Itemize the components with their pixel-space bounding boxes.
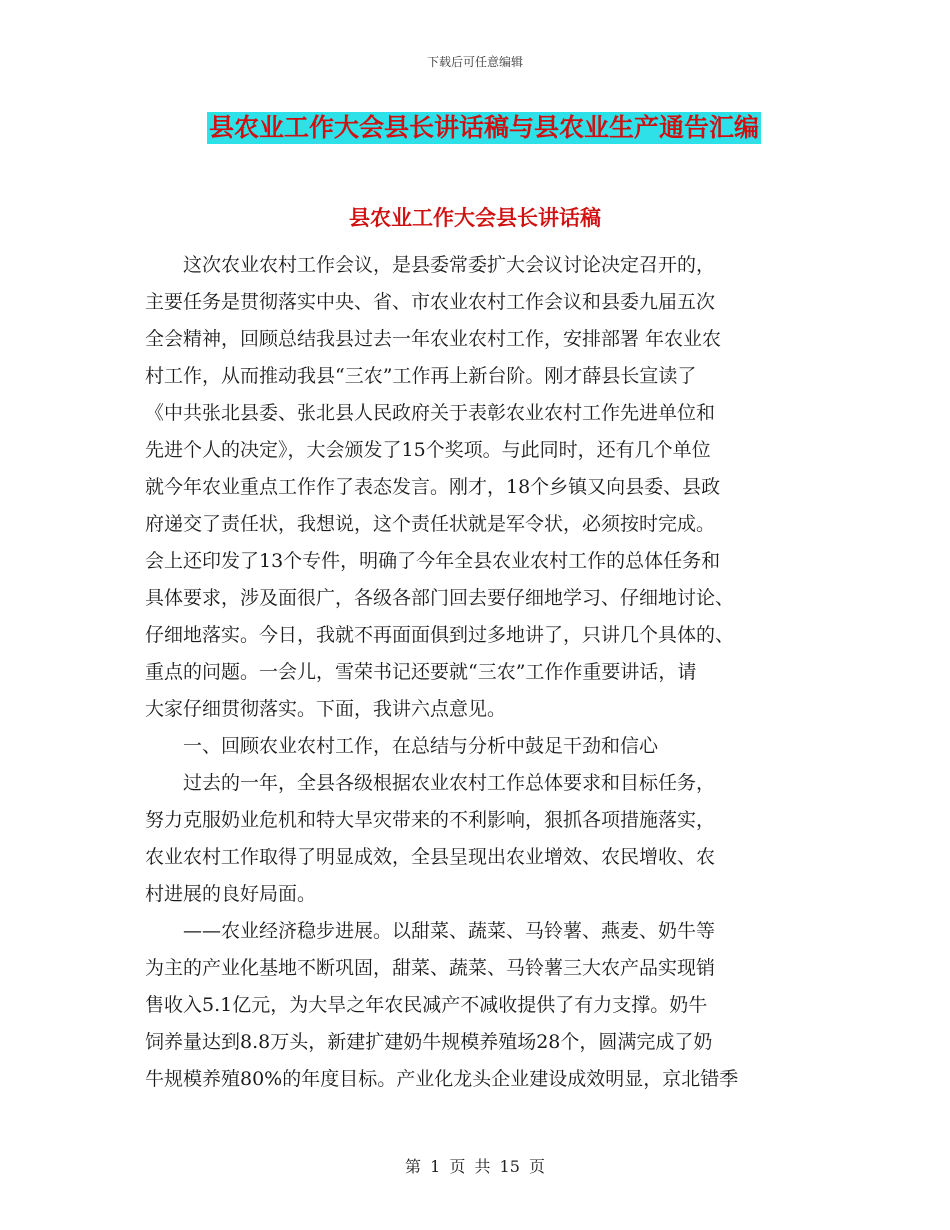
body-line: 主要任务是贯彻落实中央、省、市农业农村工作会议和县委九届五次 <box>145 291 716 313</box>
body-line: 为主的产业化基地不断巩固，甜菜、蔬菜、马铃薯三大农产品实现销 <box>145 957 716 979</box>
body-line: 村进展的良好局面。 <box>145 883 317 905</box>
body-text <box>145 218 805 1098</box>
body-line: 就今年农业重点工作作了表态发言。刚才，18个乡镇又向县委、县政 <box>145 476 721 498</box>
body-line: 村工作，从而推动我县“三农”工作再上新台阶。刚才薛县长宣读了 <box>145 365 697 387</box>
section-heading: 一、回顾农业农村工作，在总结与分析中鼓足干劲和信心 <box>145 735 659 757</box>
body-line: 府递交了责任状，我想说，这个责任状就是军令状，必须按时完成。 <box>145 513 716 535</box>
body-line: 饲养量达到8.8万头，新建扩建奶牛规模养殖场28个，圆满完成了奶 <box>145 1031 713 1053</box>
body-line: 大家仔细贯彻落实。下面，我讲六点意见。 <box>145 698 507 720</box>
document-title: 县农业工作大会县长讲话稿与县农业生产通告汇编 <box>209 113 760 142</box>
body-line: 农业农村工作取得了明显成效，全县呈现出农业增效、农民增收、农 <box>145 846 716 868</box>
body-line: 售收入5.1亿元，为大旱之年农民减产不减收提供了有力支撑。奶牛 <box>145 994 708 1016</box>
body-line: 全会精神，回顾总结我县过去一年农业农村工作，安排部署 年农业农 <box>145 328 722 350</box>
header-note: 下载后可任意编辑 <box>426 55 523 69</box>
page-number-footer: 第 1 页 共 15 页 <box>405 1157 545 1176</box>
body-line: 这次农业农村工作会议，是县委常委扩大会议讨论决定召开的， <box>145 254 716 276</box>
body-line: 努力克服奶业危机和特大旱灾带来的不利影响，狠抓各项措施落实， <box>145 809 716 831</box>
body-line: ——农业经济稳步进展。以甜菜、蔬菜、马铃薯、燕麦、奶牛等 <box>145 920 716 942</box>
body-line: 具体要求，涉及面很广，各级各部门回去要仔细地学习、仔细地讨论、 <box>145 587 735 609</box>
section-title: 县农业工作大会县长讲话稿 <box>349 205 601 230</box>
body-line: 仔细地落实。今日，我就不再面面俱到过多地讲了，只讲几个具体的、 <box>145 624 735 646</box>
body-line: 会上还印发了13个专件，明确了今年全县农业农村工作的总体任务和 <box>145 550 721 572</box>
body-line: 重点的问题。一会儿，雪荣书记还要就“三农”工作作重要讲话，请 <box>145 661 697 683</box>
body-line: 《中共张北县委、张北县人民政府关于表彰农业农村工作先进单位和 <box>145 402 716 424</box>
body-line: 过去的一年，全县各级根据农业农村工作总体要求和目标任务， <box>145 772 716 794</box>
body-line: 先进个人的决定》，大会颁发了15个奖项。与此同时，还有几个单位 <box>145 439 711 461</box>
body-line: 牛规模养殖80%的年度目标。产业化龙头企业建设成效明显，京北错季 <box>145 1068 739 1090</box>
